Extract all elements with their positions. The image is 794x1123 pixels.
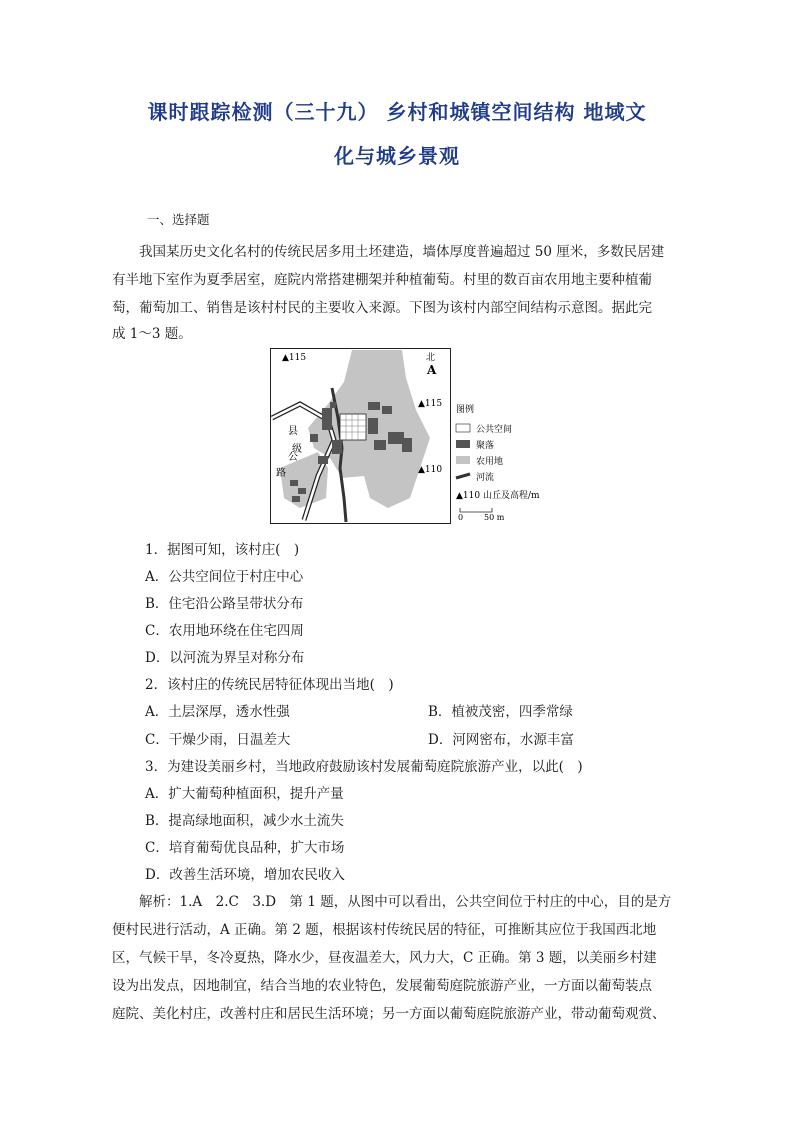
answer-line: 设为出发点，因地制宜，结合当地的农业特色，发展葡萄庭院旅游产业，一方面以葡萄装点	[112, 978, 652, 994]
option: A．扩大葡萄种植面积，提升产量	[145, 786, 344, 802]
road-char: 公	[288, 452, 298, 463]
legend-title: 图例	[456, 405, 475, 415]
question-stem: 3．为建设美丽乡村，当地政府鼓励该村发展葡萄庭院旅游产业，以此( )	[145, 759, 583, 775]
option: C．干燥少雨，日温差大	[145, 732, 291, 748]
option: C．农用地环绕在住宅四周	[145, 623, 304, 639]
answer-line: 庭院、美化村庄，改善村庄和居民生活环境；另一方面以葡萄庭院旅游产业，带动葡萄观赏、	[112, 1006, 666, 1022]
intro-line: 萄，葡萄加工、销售是该村村民的主要收入来源。下图为该村内部空间结构示意图。据此完	[112, 300, 652, 316]
option: A．土层深厚，透水性强	[145, 704, 290, 720]
legend-label: 公共空间	[476, 425, 513, 435]
scale-label: 50 m	[484, 513, 505, 522]
road-char: 路	[276, 468, 286, 479]
peak-label: ▲115	[418, 399, 443, 409]
answer-line: 解析：1.A 2.C 3.D 第 1 题，从图中可以看出，公共空间位于村庄的中心，目的是方	[112, 894, 672, 910]
road-char: 级	[292, 444, 302, 455]
legend-swatch-river	[456, 474, 470, 478]
option: D．河网密布，水源丰富	[428, 732, 574, 748]
intro-line: 成 1～3 题。	[112, 326, 192, 342]
legend-swatch-public	[456, 424, 470, 432]
scale-label: 0	[458, 513, 464, 522]
legend-label: 聚落	[476, 441, 495, 451]
public-space	[340, 414, 366, 440]
legend-label: 农用地	[476, 457, 504, 467]
title-line-1: 课时跟踪检测（三十九） 乡村和城镇空间结构 地域文	[147, 100, 647, 124]
peak-label: ▲115	[282, 353, 307, 363]
option: D．改善生活环境，增加农民收入	[145, 867, 345, 883]
title-line-2: 化与城乡景观	[334, 144, 460, 168]
north-arrow-icon: A	[427, 363, 437, 377]
option: B．植被茂密，四季常绿	[428, 704, 573, 720]
option: B．住宅沿公路呈带状分布	[145, 596, 304, 612]
option: C．培育葡萄优良品种，扩大市场	[145, 840, 345, 856]
option: B．提高绿地面积，减少水土流失	[145, 813, 344, 829]
scale-bar	[460, 508, 492, 512]
intro-line: 我国某历史文化名村的传统民居多用土坯建造，墙体厚度普遍超过 50 厘米，多数民居建	[112, 244, 665, 260]
village-map-figure	[270, 348, 545, 524]
north-label: 北	[426, 353, 436, 363]
answer-line: 区，气候干旱，冬冷夏热，降水少，昼夜温差大，风力大，C 正确。第 3 题，以美丽乡村建	[112, 950, 657, 966]
legend-label: 河流	[476, 473, 495, 483]
option: D．以河流为界呈对称分布	[145, 650, 305, 666]
answer-line: 便村民进行活动，A 正确。第 2 题，根据该村传统民居的特征，可推断其应位于我国西北地	[112, 922, 657, 938]
intro-line: 有半地下室作为夏季居室，庭院内常搭建棚架并种植葡萄。村里的数百亩农用地主要种植葡	[112, 272, 652, 288]
option: A．公共空间位于村庄中心	[145, 569, 304, 585]
road-char: 县	[288, 426, 298, 437]
question-stem: 2．该村庄的传统民居特征体现出当地( )	[145, 677, 394, 693]
section-heading: 一、选择题	[147, 212, 210, 227]
peak-label: ▲110	[418, 465, 443, 475]
legend-swatch-settlement	[456, 440, 470, 448]
legend-swatch-farmland	[456, 456, 470, 464]
legend-label: ▲110 山丘及高程/m	[456, 491, 540, 501]
question-stem: 1．据图可知，该村庄( )	[145, 542, 300, 558]
